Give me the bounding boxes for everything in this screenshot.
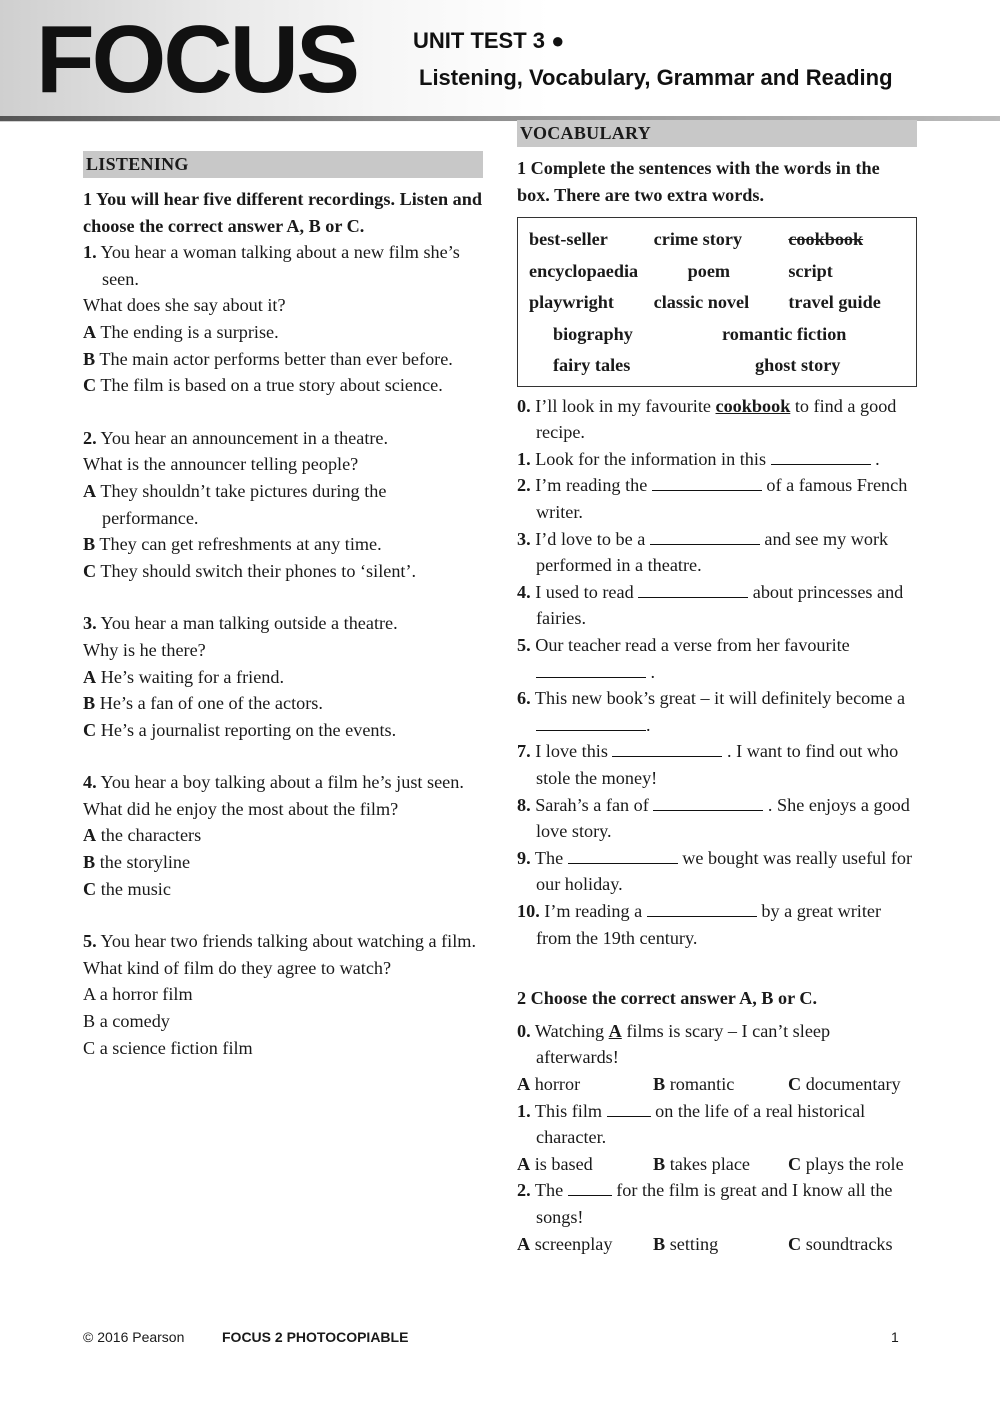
question-prompt: What did he enjoy the most about the film?: [83, 798, 399, 819]
unit-subtitle: Listening, Vocabulary, Grammar and Reading: [419, 65, 893, 90]
word-box-word: best-seller: [529, 229, 608, 250]
listening-question-2: 2. You hear an announcement in a theatre. What is the announcer telling people? A They shouldn’t take pictures during the performance. B They can get refreshments at any time. C They should switch their phones to ‘silent’.: [83, 425, 483, 585]
word-box-word: classic novel: [653, 292, 750, 313]
option-c[interactable]: C soundtracks: [788, 1233, 893, 1254]
option[interactable]: C They should switch their phones to ‘silent’.: [83, 560, 417, 581]
question-prompt: What kind of film do they agree to watch?: [83, 957, 392, 978]
option[interactable]: B The main actor performs better than ever before.: [83, 348, 453, 369]
answer-blank[interactable]: [536, 714, 646, 731]
listening-question-5: 5. You hear two friends talking about watching a film. What kind of film do they agree to watch? A a horror film B a comedy C a science fiction film: [83, 928, 483, 1061]
vocab-item-9: 9. The we bought was really useful for our holiday.: [517, 847, 913, 895]
vocabulary-section: [517, 120, 917, 1257]
option[interactable]: B a comedy: [83, 1011, 170, 1032]
answer-blank[interactable]: [650, 528, 760, 545]
answer-blank[interactable]: [647, 900, 757, 917]
option[interactable]: A They shouldn’t take pictures during the performance.: [83, 480, 387, 528]
word-box-word: ghost story: [755, 355, 841, 376]
option[interactable]: B He’s a fan of one of the actors.: [83, 693, 323, 714]
listening-instruction: 1 You will hear five different recordings. Listen and choose the correct answer A, B or C.: [83, 189, 482, 236]
option[interactable]: A the characters: [83, 825, 202, 846]
option[interactable]: C a science fiction film: [83, 1037, 253, 1058]
answer-blank[interactable]: [568, 1179, 612, 1196]
choice-item-0: 0. Watching A films is scary – I can’t sleep afterwards!: [517, 1020, 831, 1068]
vocab-item-7: 7. I love this . I want to find out who stole the money!: [517, 741, 899, 788]
footer-copyright: © 2016 Pearson: [83, 1329, 185, 1345]
option-b[interactable]: B romantic: [653, 1073, 735, 1094]
option-a[interactable]: A screenplay: [517, 1233, 613, 1254]
question-prompt: What is the announcer telling people?: [83, 454, 359, 475]
example-answer: cookbook: [715, 395, 791, 416]
choice-options-0: [517, 1071, 917, 1098]
option[interactable]: A a horror film: [83, 984, 193, 1005]
listening-question-3: 3. You hear a man talking outside a theatre. Why is he there? A He’s waiting for a friend. B He’s a fan of one of the actors. C He’s a journalist reporting on the events.: [83, 610, 483, 743]
option[interactable]: C He’s a journalist reporting on the events.: [83, 719, 397, 740]
option-c[interactable]: C documentary: [788, 1073, 901, 1094]
word-box-word: script: [788, 260, 833, 281]
option-b[interactable]: B takes place: [653, 1153, 750, 1174]
listening-section: [83, 151, 483, 1061]
listening-question-1: 1. You hear a woman talking about a new film she’s seen. What does she say about it? A The ending is a surprise. B The main actor performs better than ever before. C The film is based on a true story about science.: [83, 239, 483, 399]
option-c[interactable]: C plays the role: [788, 1153, 904, 1174]
vocab-item-0: 0. I’ll look in my favourite cookbook to find a good recipe.: [517, 395, 897, 443]
listening-question-4: 4. You hear a boy talking about a film he’s just seen. What did he enjoy the most about the film? A the characters B the storyline C the music: [83, 769, 483, 902]
focus-logo: FOCUS: [36, 6, 357, 113]
vocab-item-6: 6. This new book’s great – it will definitely become a .: [517, 688, 906, 735]
vocab-item-3: 3. I’d love to be a and see my work performed in a theatre.: [517, 528, 889, 576]
example-answer: A: [608, 1020, 622, 1041]
choice-item-2: 2. The for the film is great and I know all the songs!: [517, 1180, 893, 1227]
answer-blank[interactable]: [652, 474, 762, 491]
answer-blank[interactable]: [771, 448, 871, 465]
footer-page-number: 1: [891, 1329, 899, 1345]
listening-heading: LISTENING: [83, 151, 483, 178]
vocabulary-instruction-2: 2 Choose the correct answer A, B or C.: [517, 988, 818, 1009]
choice-options-2: [517, 1231, 917, 1258]
vocab-item-1: 1. Look for the information in this .: [517, 448, 880, 469]
answer-blank[interactable]: [607, 1100, 651, 1117]
word-box-word-crossed: cookbook: [788, 229, 864, 250]
vocab-item-10: 10. I’m reading a by a great writer from the 19th century.: [517, 900, 882, 948]
word-box-word: travel guide: [788, 292, 881, 313]
word-box-word: fairy tales: [553, 355, 631, 376]
word-box-word: romantic fiction: [722, 323, 847, 344]
option[interactable]: B They can get refreshments at any time.: [83, 534, 382, 555]
word-box-word: playwright: [529, 292, 614, 313]
option-b[interactable]: B setting: [653, 1233, 719, 1254]
option[interactable]: A He’s waiting for a friend.: [83, 666, 285, 687]
option-a[interactable]: A horror: [517, 1073, 581, 1094]
question-prompt: What does she say about it?: [83, 295, 286, 316]
vocab-item-2: 2. I’m reading the of a famous French writer.: [517, 475, 908, 523]
option[interactable]: A The ending is a surprise.: [83, 321, 279, 342]
footer-title: FOCUS 2 PHOTOCOPIABLE: [222, 1329, 409, 1345]
vocab-item-8: 8. Sarah’s a fan of . She enjoys a good love story.: [517, 794, 910, 842]
answer-blank[interactable]: [638, 581, 748, 598]
word-box-word: encyclopaedia: [529, 260, 639, 281]
word-box: [517, 217, 917, 387]
option[interactable]: C The film is based on a true story about science.: [83, 375, 443, 396]
answer-blank[interactable]: [568, 847, 678, 864]
word-box-word: crime story: [653, 229, 743, 250]
option[interactable]: C the music: [83, 878, 171, 899]
option[interactable]: B the storyline: [83, 852, 191, 873]
vocab-item-4: 4. I used to read about princesses and fairies.: [517, 581, 904, 629]
unit-title: UNIT TEST 3 ●: [413, 28, 565, 53]
choice-options-1: [517, 1151, 917, 1178]
vocab-item-5: 5. Our teacher read a verse from her favourite .: [517, 635, 850, 682]
answer-blank[interactable]: [653, 794, 763, 811]
vocabulary-heading: VOCABULARY: [517, 120, 917, 147]
choice-item-1: 1. This film on the life of a real historical character.: [517, 1100, 866, 1148]
question-prompt: Why is he there?: [83, 639, 206, 660]
option-a[interactable]: A is based: [517, 1153, 593, 1174]
answer-blank[interactable]: [612, 740, 722, 757]
word-box-word: poem: [687, 260, 731, 281]
word-box-word: biography: [553, 323, 633, 344]
vocabulary-instruction-1: 1 Complete the sentences with the words in the box. There are two extra words.: [517, 158, 880, 205]
answer-blank[interactable]: [536, 661, 646, 678]
